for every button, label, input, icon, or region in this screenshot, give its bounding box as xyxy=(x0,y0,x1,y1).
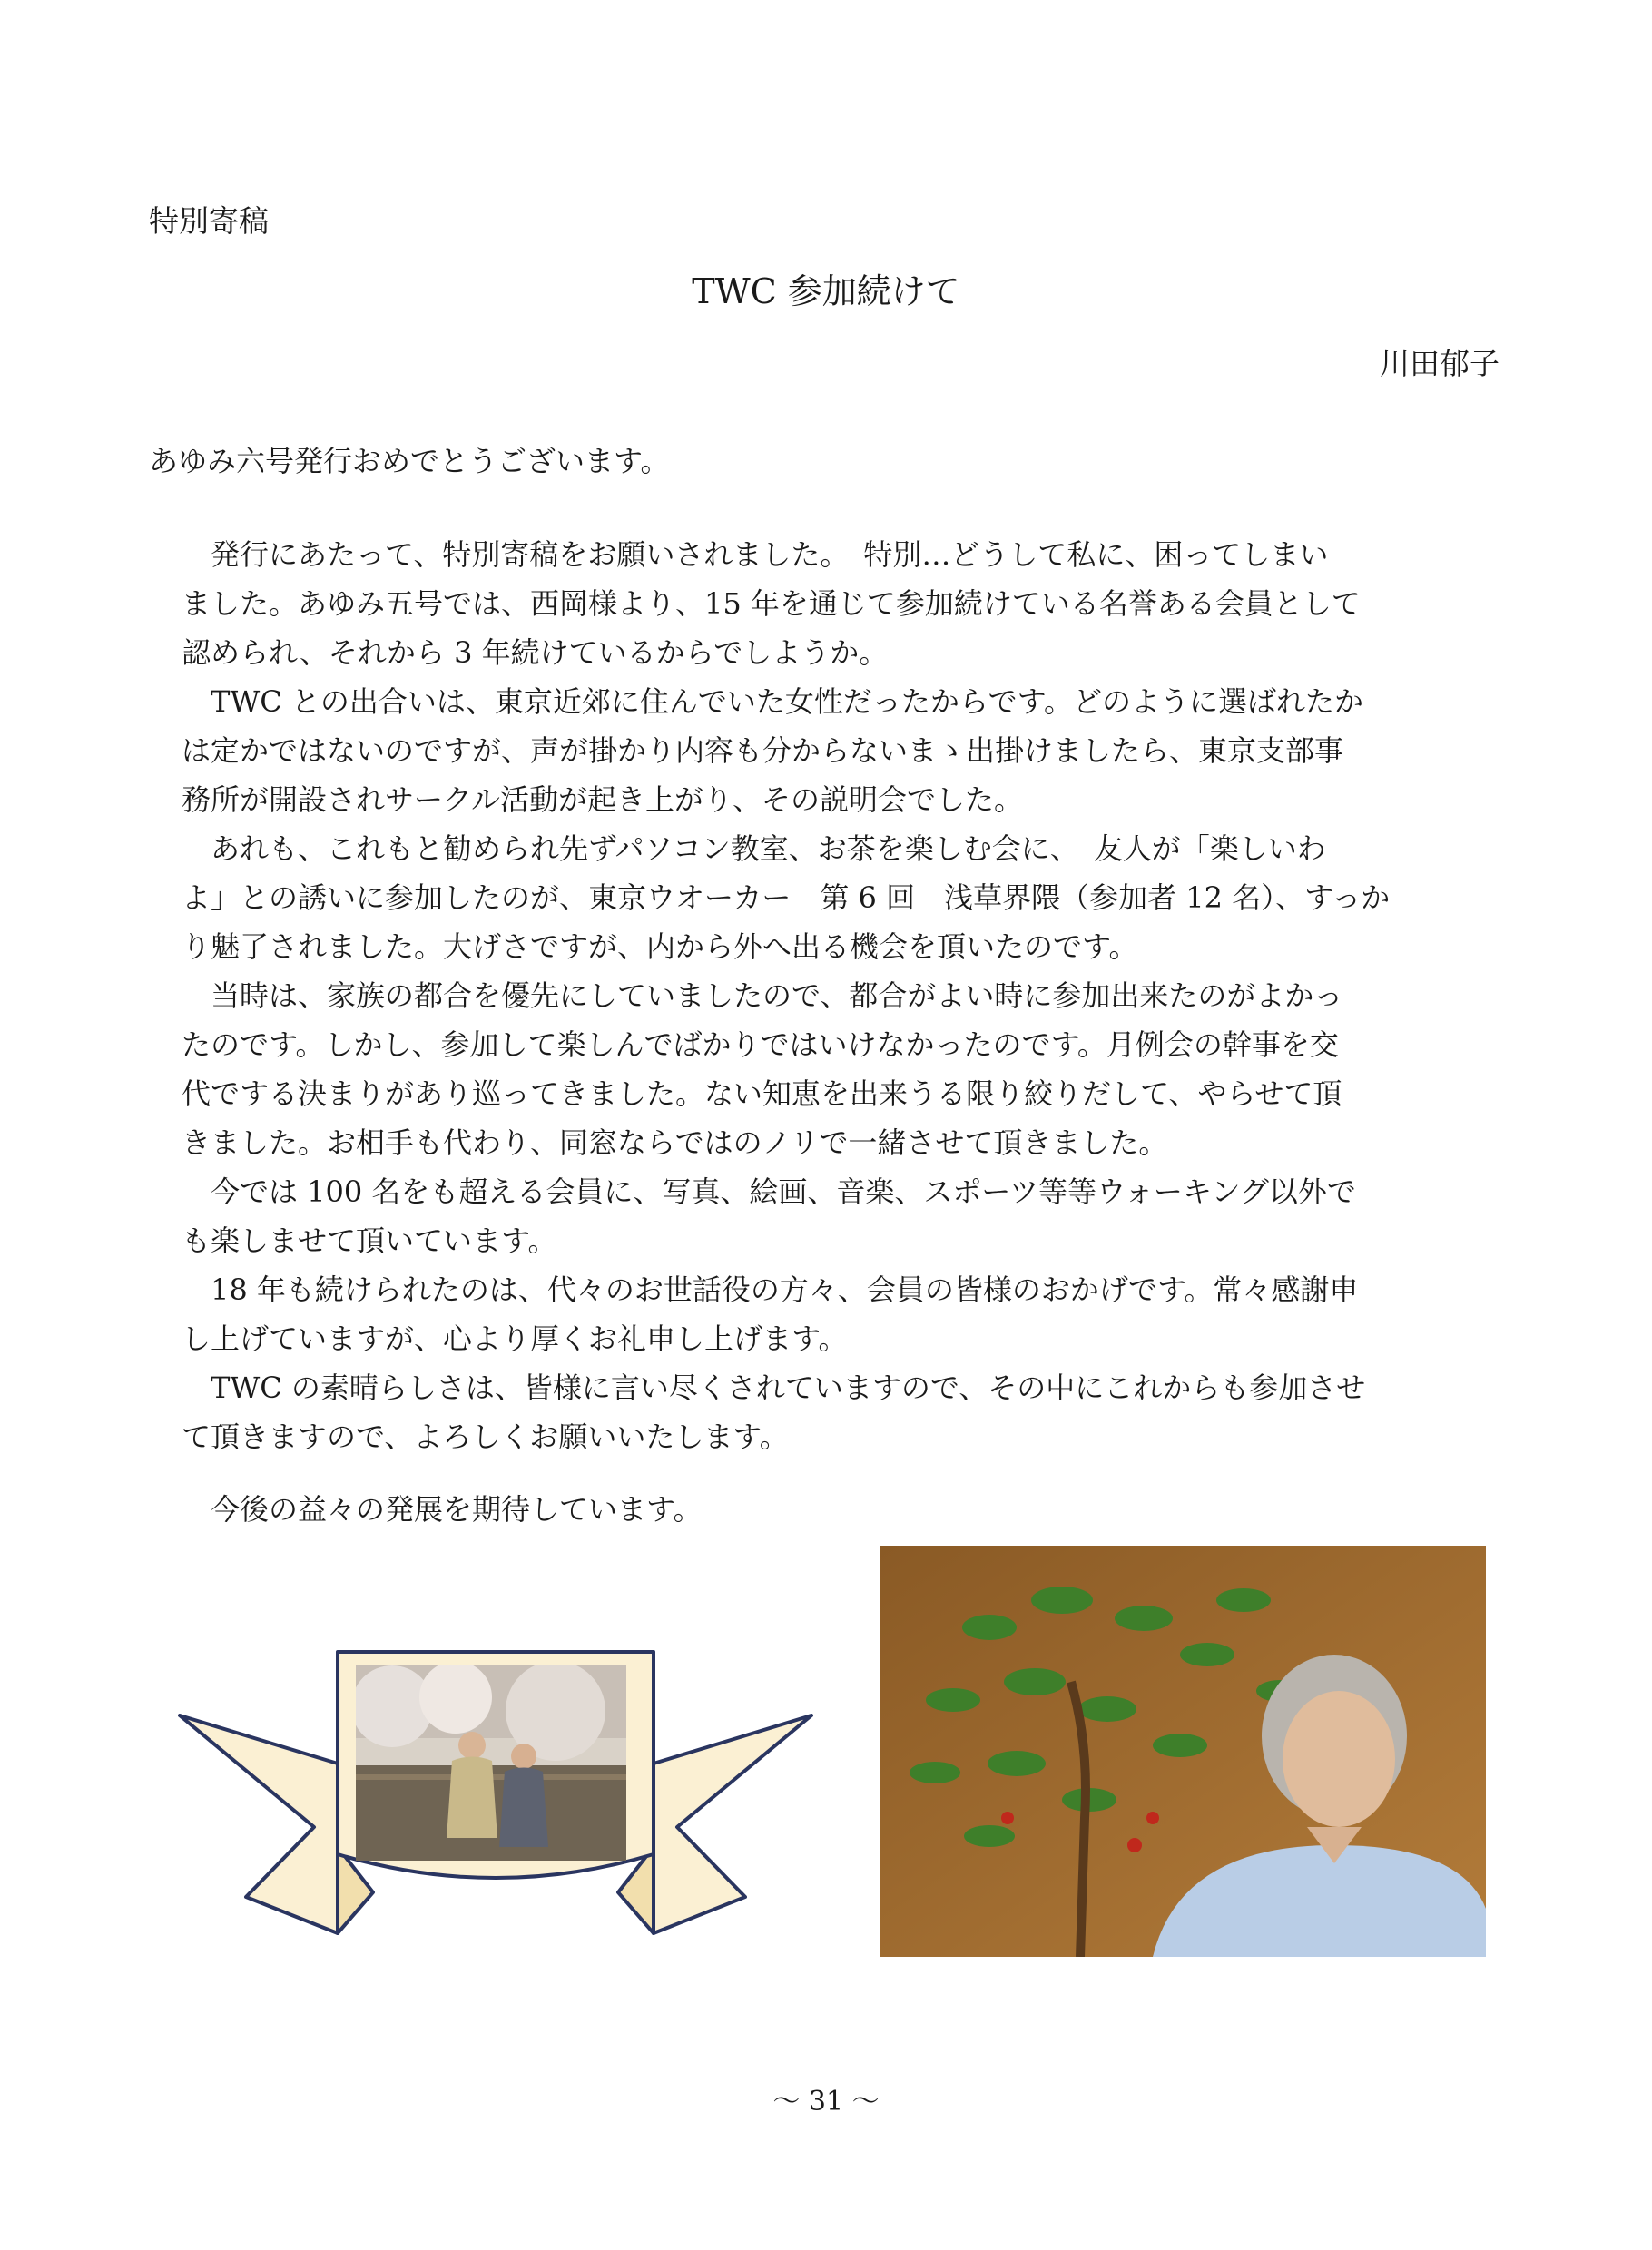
body-line: たのです。しかし、参加して楽しんでばかりではいけなかったのです。月例会の幹事を交 xyxy=(182,1027,1339,1062)
greeting-line: あゆみ六号発行おめでとうございます。 xyxy=(149,444,670,478)
body-line: り魅了されました。大げさですが、内から外へ出る機会を頂いたのです。 xyxy=(182,929,1138,964)
body-line: ました。あゆみ五号では、西岡様より、15 年を通じて参加続けている名誉ある会員として xyxy=(182,586,1361,621)
closing-line: 今後の益々の発展を期待しています。 xyxy=(211,1492,703,1527)
body-line: 18 年も続けられたのは、代々のお世話役の方々、会員の皆様のおかげです。常々感謝申 xyxy=(182,1272,1359,1307)
body-line: 今では 100 名をも超える会員に、写真、絵画、音楽、スポーツ等等ウォーキング以外で xyxy=(182,1174,1356,1209)
article-body xyxy=(182,530,1502,1461)
article-author: 川田郁子 xyxy=(1380,346,1500,381)
article-title: TWC 参加続けて xyxy=(692,271,960,311)
body-line: よ」との誘いに参加したのが、東京ウオーカー 第 6 回 浅草界隈（参加者 12 名）、すっか xyxy=(182,880,1391,915)
body-line: あれも、これもと勧められ先ずパソコン教室、お茶を楽しむ会に、 友人が「楽しいわ xyxy=(182,831,1326,866)
body-line: TWC との出合いは、東京近郊に住んでいた女性だったからです。どのように選ばれたか xyxy=(182,684,1364,719)
body-line: TWC の素晴らしさは、皆様に言い尽くされていますので、その中にこれからも参加させ xyxy=(182,1371,1366,1405)
page-number: ～ 31 ～ xyxy=(772,2086,880,2117)
body-line: も楽しませて頂いています。 xyxy=(182,1223,557,1258)
body-line: 当時は、家族の都合を優先にしていましたので、都合がよい時に参加出来たのがよかっ xyxy=(182,978,1343,1013)
body-line: 務所が開設されサークル活動が起き上がり、その説明会でした。 xyxy=(182,782,1024,817)
body-line: きました。お相手も代わり、同窓ならではのノリで一緒させて頂きました。 xyxy=(182,1125,1168,1160)
author-portrait-photo xyxy=(880,1546,1486,1957)
article-category: 特別寄稿 xyxy=(149,203,269,239)
body-line: し上げていますが、心より厚くお礼申し上げます。 xyxy=(182,1322,848,1356)
body-line: 認められ、それから 3 年続けているからでしようか。 xyxy=(182,635,889,670)
body-line: て頂きますので、よろしくお願いいたします。 xyxy=(182,1420,789,1454)
two-women-photo xyxy=(356,1665,626,1861)
body-line: は定かではないのですが、声が掛かり内容も分からないまゝ出掛けましたら、東京支部事 xyxy=(182,733,1344,768)
body-line: 代でする決まりがあり巡ってきました。ない知恵を出来うる限り絞りだして、やらせて頂 xyxy=(182,1076,1342,1111)
body-line: 発行にあたって、特別寄稿をお願いされました。 特別…どうして私に、困ってしまい xyxy=(182,537,1329,572)
